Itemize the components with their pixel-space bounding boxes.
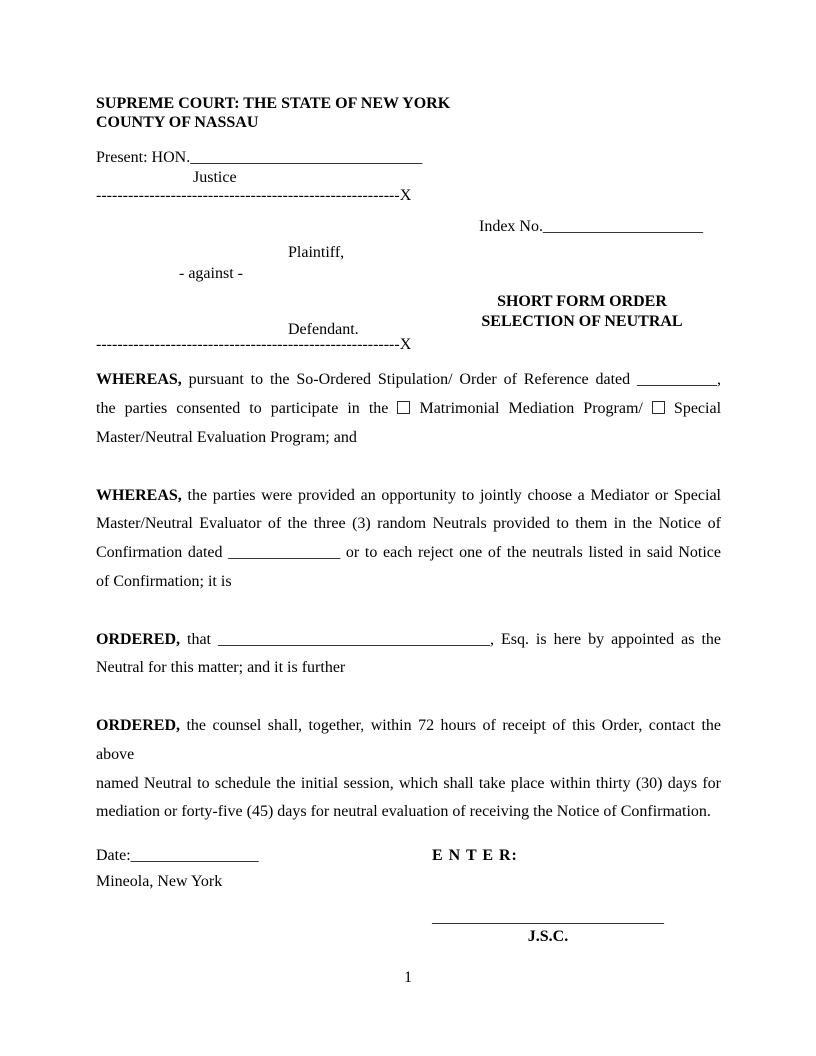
date-blank[interactable]: ________________: [130, 847, 259, 865]
date-row: [96, 843, 721, 869]
ordered-paragraph-2: [96, 712, 721, 827]
plaintiff-label: Plaintiff,: [288, 244, 345, 262]
text-line: Master/Neutral Evaluation Program; and: [96, 429, 357, 446]
judge-signature-blank[interactable]: _____________________________: [432, 909, 664, 927]
county-name: COUNTY OF NASSAU: [96, 114, 259, 132]
whereas-paragraph-1: [96, 366, 721, 452]
court-name: SUPREME COURT: THE STATE OF NEW YORK: [96, 95, 451, 112]
checkbox-special-master-icon[interactable]: [652, 401, 665, 414]
text-line: [96, 539, 721, 568]
text-line: Neutral for this matter; and it is further: [96, 659, 346, 677]
court-header: [96, 94, 721, 132]
neutral-name-blank[interactable]: __________________________________: [217, 630, 490, 648]
presiding-justice-block: [96, 148, 721, 188]
text-line: [96, 482, 721, 511]
text-run: the counsel shall, together, within 72 hours of receipt of this Order, contact the above: [96, 716, 721, 763]
text-line: named Neutral to schedule the initial session, which shall take place within thirty (30) days for: [96, 774, 721, 792]
order-title: [472, 292, 692, 332]
caption-divider-bottom: ---------------------------------------------------------X: [96, 336, 412, 354]
text-run: the parties consented to participate in the: [96, 400, 398, 418]
caption-divider-top: ---------------------------------------------------------X: [96, 187, 412, 205]
text-run: ,: [717, 371, 721, 389]
index-number-blank[interactable]: ____________________: [542, 218, 703, 236]
order-title-line2: SELECTION OF NEUTRAL: [481, 313, 683, 331]
text-run: Special: [664, 400, 722, 418]
whereas-lead: WHEREAS,: [96, 486, 182, 504]
order-body: [96, 366, 721, 827]
text-line: [96, 712, 721, 770]
index-number-label: Index No.: [479, 218, 543, 236]
place-label: Mineola, New York: [96, 873, 223, 891]
text-run: Matrimonial Mediation Program/: [410, 400, 652, 418]
ordered-lead: ORDERED,: [96, 630, 181, 648]
text-run: that: [180, 630, 218, 648]
jsc-label: J.S.C.: [527, 928, 569, 946]
text-line: of Confirmation; it is: [96, 572, 232, 590]
present-hon-label: Present: HON.: [96, 149, 191, 167]
text-line: [96, 366, 721, 395]
enter-label: E N T E R:: [432, 847, 518, 865]
page-number: 1: [404, 969, 412, 986]
text-run: the parties were provided an opportunity to jointly choose a Mediator or Special: [181, 486, 721, 504]
defendant-label: Defendant.: [288, 321, 359, 339]
stipulation-date-blank[interactable]: __________: [637, 371, 717, 389]
confirmation-date-blank[interactable]: ______________: [228, 544, 341, 562]
whereas-lead: WHEREAS,: [96, 371, 182, 389]
ordered-paragraph-1: [96, 626, 721, 684]
order-title-line1: SHORT FORM ORDER: [497, 293, 667, 311]
date-label: Date:: [96, 847, 131, 865]
signature-block: [96, 843, 721, 963]
text-run: or to each reject one of the neutrals listed in said Notice: [340, 544, 721, 562]
text-line: mediation or forty-five (45) days for neutral evaluation of receiving the Notice of Confirmation.: [96, 803, 711, 821]
against-label: - against -: [179, 265, 243, 283]
ordered-lead: ORDERED,: [96, 716, 181, 734]
whereas-paragraph-2: [96, 482, 721, 597]
text-line: Master/Neutral Evaluator of the three (3) random Neutrals provided to them in the Notice of: [96, 515, 721, 533]
present-hon-row: [96, 148, 721, 168]
justice-label: Justice: [193, 169, 237, 187]
text-line: [96, 626, 721, 655]
index-number-row: [479, 217, 703, 237]
text-line: [96, 395, 721, 424]
text-run: , Esq. is here by appointed as the: [489, 630, 721, 648]
justice-name-blank[interactable]: _____________________________: [190, 149, 423, 167]
checkbox-matrimonial-mediation-icon[interactable]: [397, 401, 410, 414]
text-run: Confirmation dated: [96, 544, 229, 562]
text-run: pursuant to the So-Ordered Stipulation/ Order of Reference dated: [181, 371, 637, 389]
case-caption: [96, 204, 721, 337]
